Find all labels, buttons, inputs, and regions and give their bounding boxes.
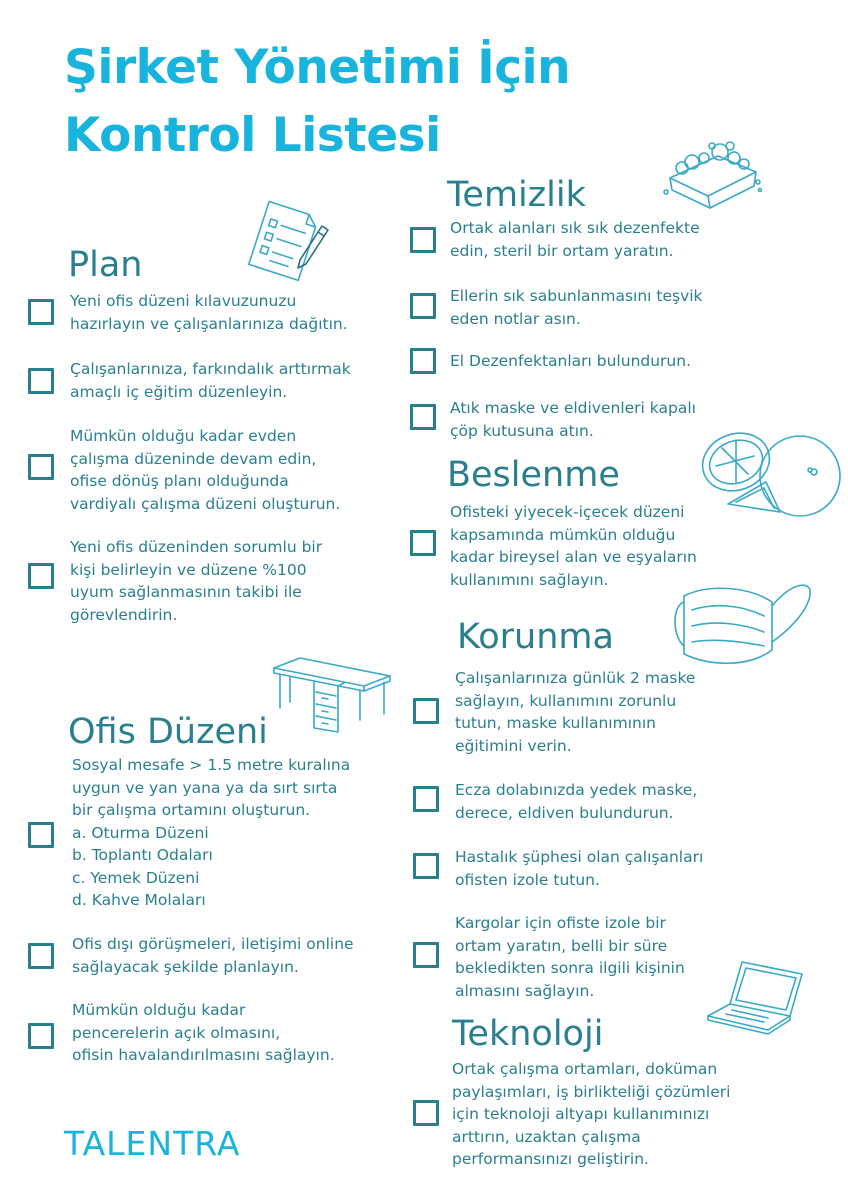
brand-logo: TALENTRA [64,1124,241,1163]
checkbox-temizlik-1[interactable] [410,227,436,253]
section-heading-teknoloji: Teknoloji [452,1014,604,1054]
temizlik-item-1: Ortak alanları sık sık dezenfekte edin, steril bir ortam yaratın. [450,219,700,260]
checkbox-teknoloji-1[interactable] [413,1100,439,1126]
korunma-item-3: Hastalık şüphesi olan çalışanları ofisten izole tutun. [455,848,704,889]
checkbox-plan-4[interactable] [28,563,54,589]
korunma-item-1: Çalışanlarınıza günlük 2 maske sağlayın, kullanımını zorunlu tutun, maske kullanımının eğitimini verin. [455,669,696,755]
ofis-item-2: Ofis dışı görüşmeleri, iletişimi online sağlayacak şekilde planlayın. [72,935,354,976]
temizlik-item-2: Ellerin sık sabunlanmasını teşvik eden notlar asın. [450,287,703,328]
page-title-line-2: Kontrol Listesi [64,108,441,163]
checkbox-temizlik-2[interactable] [410,293,436,319]
section-heading-beslenme: Beslenme [447,455,620,495]
mask-icon [668,576,816,674]
checkbox-plan-2[interactable] [28,368,54,394]
page-title-line-1: Şirket Yönetimi İçin [64,40,571,95]
section-heading-korunma: Korunma [457,617,614,657]
beslenme-item-1: Ofisteki yiyecek-içecek düzeni kapsamında mümkün olduğu kadar bireysel alan ve eşyaların kullanımını sağlayın. [450,503,697,589]
plan-item-4: Yeni ofis düzeninden sorumlu bir kişi belirleyin ve düzene %100 uyum sağlanmasının takibi ile görevlendirin. [70,538,323,624]
teknoloji-item-1: Ortak çalışma ortamları, doküman paylaşımları, iş birlikteliği çözümleri için teknoloji altyapı kullanımınızı arttırın, uzaktan çalışma performansınızı geliştirin. [452,1060,731,1168]
checkbox-korunma-1[interactable] [413,698,439,724]
ofis-item-1: Sosyal mesafe > 1.5 metre kuralına uygun ve yan yana ya da sırt sırta bir çalışma ortamını oluşturun. a. Oturma Düzeni b. Toplantı Odaları c. Yemek Düzeni d. Kahve Molaları [72,756,351,909]
desk-icon [268,656,392,732]
korunma-item-2: Ecza dolabınızda yedek maske, derece, eldiven bulundurun. [455,781,698,822]
temizlik-item-3: El Dezenfektanları bulundurun. [450,352,691,370]
checkbox-ofis-2[interactable] [28,943,54,969]
section-heading-ofis-duzeni: Ofis Düzeni [68,712,268,752]
plan-item-1: Yeni ofis düzeni kılavuzunuzu hazırlayın ve çalışanlarınıza dağıtın. [70,292,348,333]
section-heading-temizlik: Temizlik [447,175,586,215]
korunma-item-4: Kargolar için ofiste izole bir ortam yaratın, belli bir süre bekledikten sonra ilgili kişinin almasını sağlayın. [455,914,685,1000]
laptop-icon [704,958,808,1034]
checkbox-plan-1[interactable] [28,299,54,325]
checkbox-beslenme-1[interactable] [410,530,436,556]
checklist-icon [238,200,330,280]
checkbox-temizlik-4[interactable] [410,404,436,430]
checkbox-korunma-2[interactable] [413,786,439,812]
plan-item-2: Çalışanlarınıza, farkındalık arttırmak amaçlı iç eğitim düzenleyin. [70,360,351,401]
checkbox-temizlik-3[interactable] [410,348,436,374]
ofis-item-3: Mümkün olduğu kadar pencerelerin açık olmasını, ofisin havalandırılmasını sağlayın. [72,1001,335,1064]
orange-icon [692,420,842,520]
checkbox-plan-3[interactable] [28,454,54,480]
soap-icon [660,138,764,212]
checkbox-ofis-1[interactable] [28,822,54,848]
checkbox-korunma-4[interactable] [413,942,439,968]
temizlik-item-4: Atık maske ve eldivenleri kapalı çöp kutusuna atın. [450,399,696,440]
checkbox-korunma-3[interactable] [413,853,439,879]
section-heading-plan: Plan [68,245,143,285]
plan-item-3: Mümkün olduğu kadar evden çalışma düzeninde devam edin, ofise dönüş planı olduğunda vardiyalı çalışma düzeni oluşturun. [70,427,341,513]
checkbox-ofis-3[interactable] [28,1023,54,1049]
